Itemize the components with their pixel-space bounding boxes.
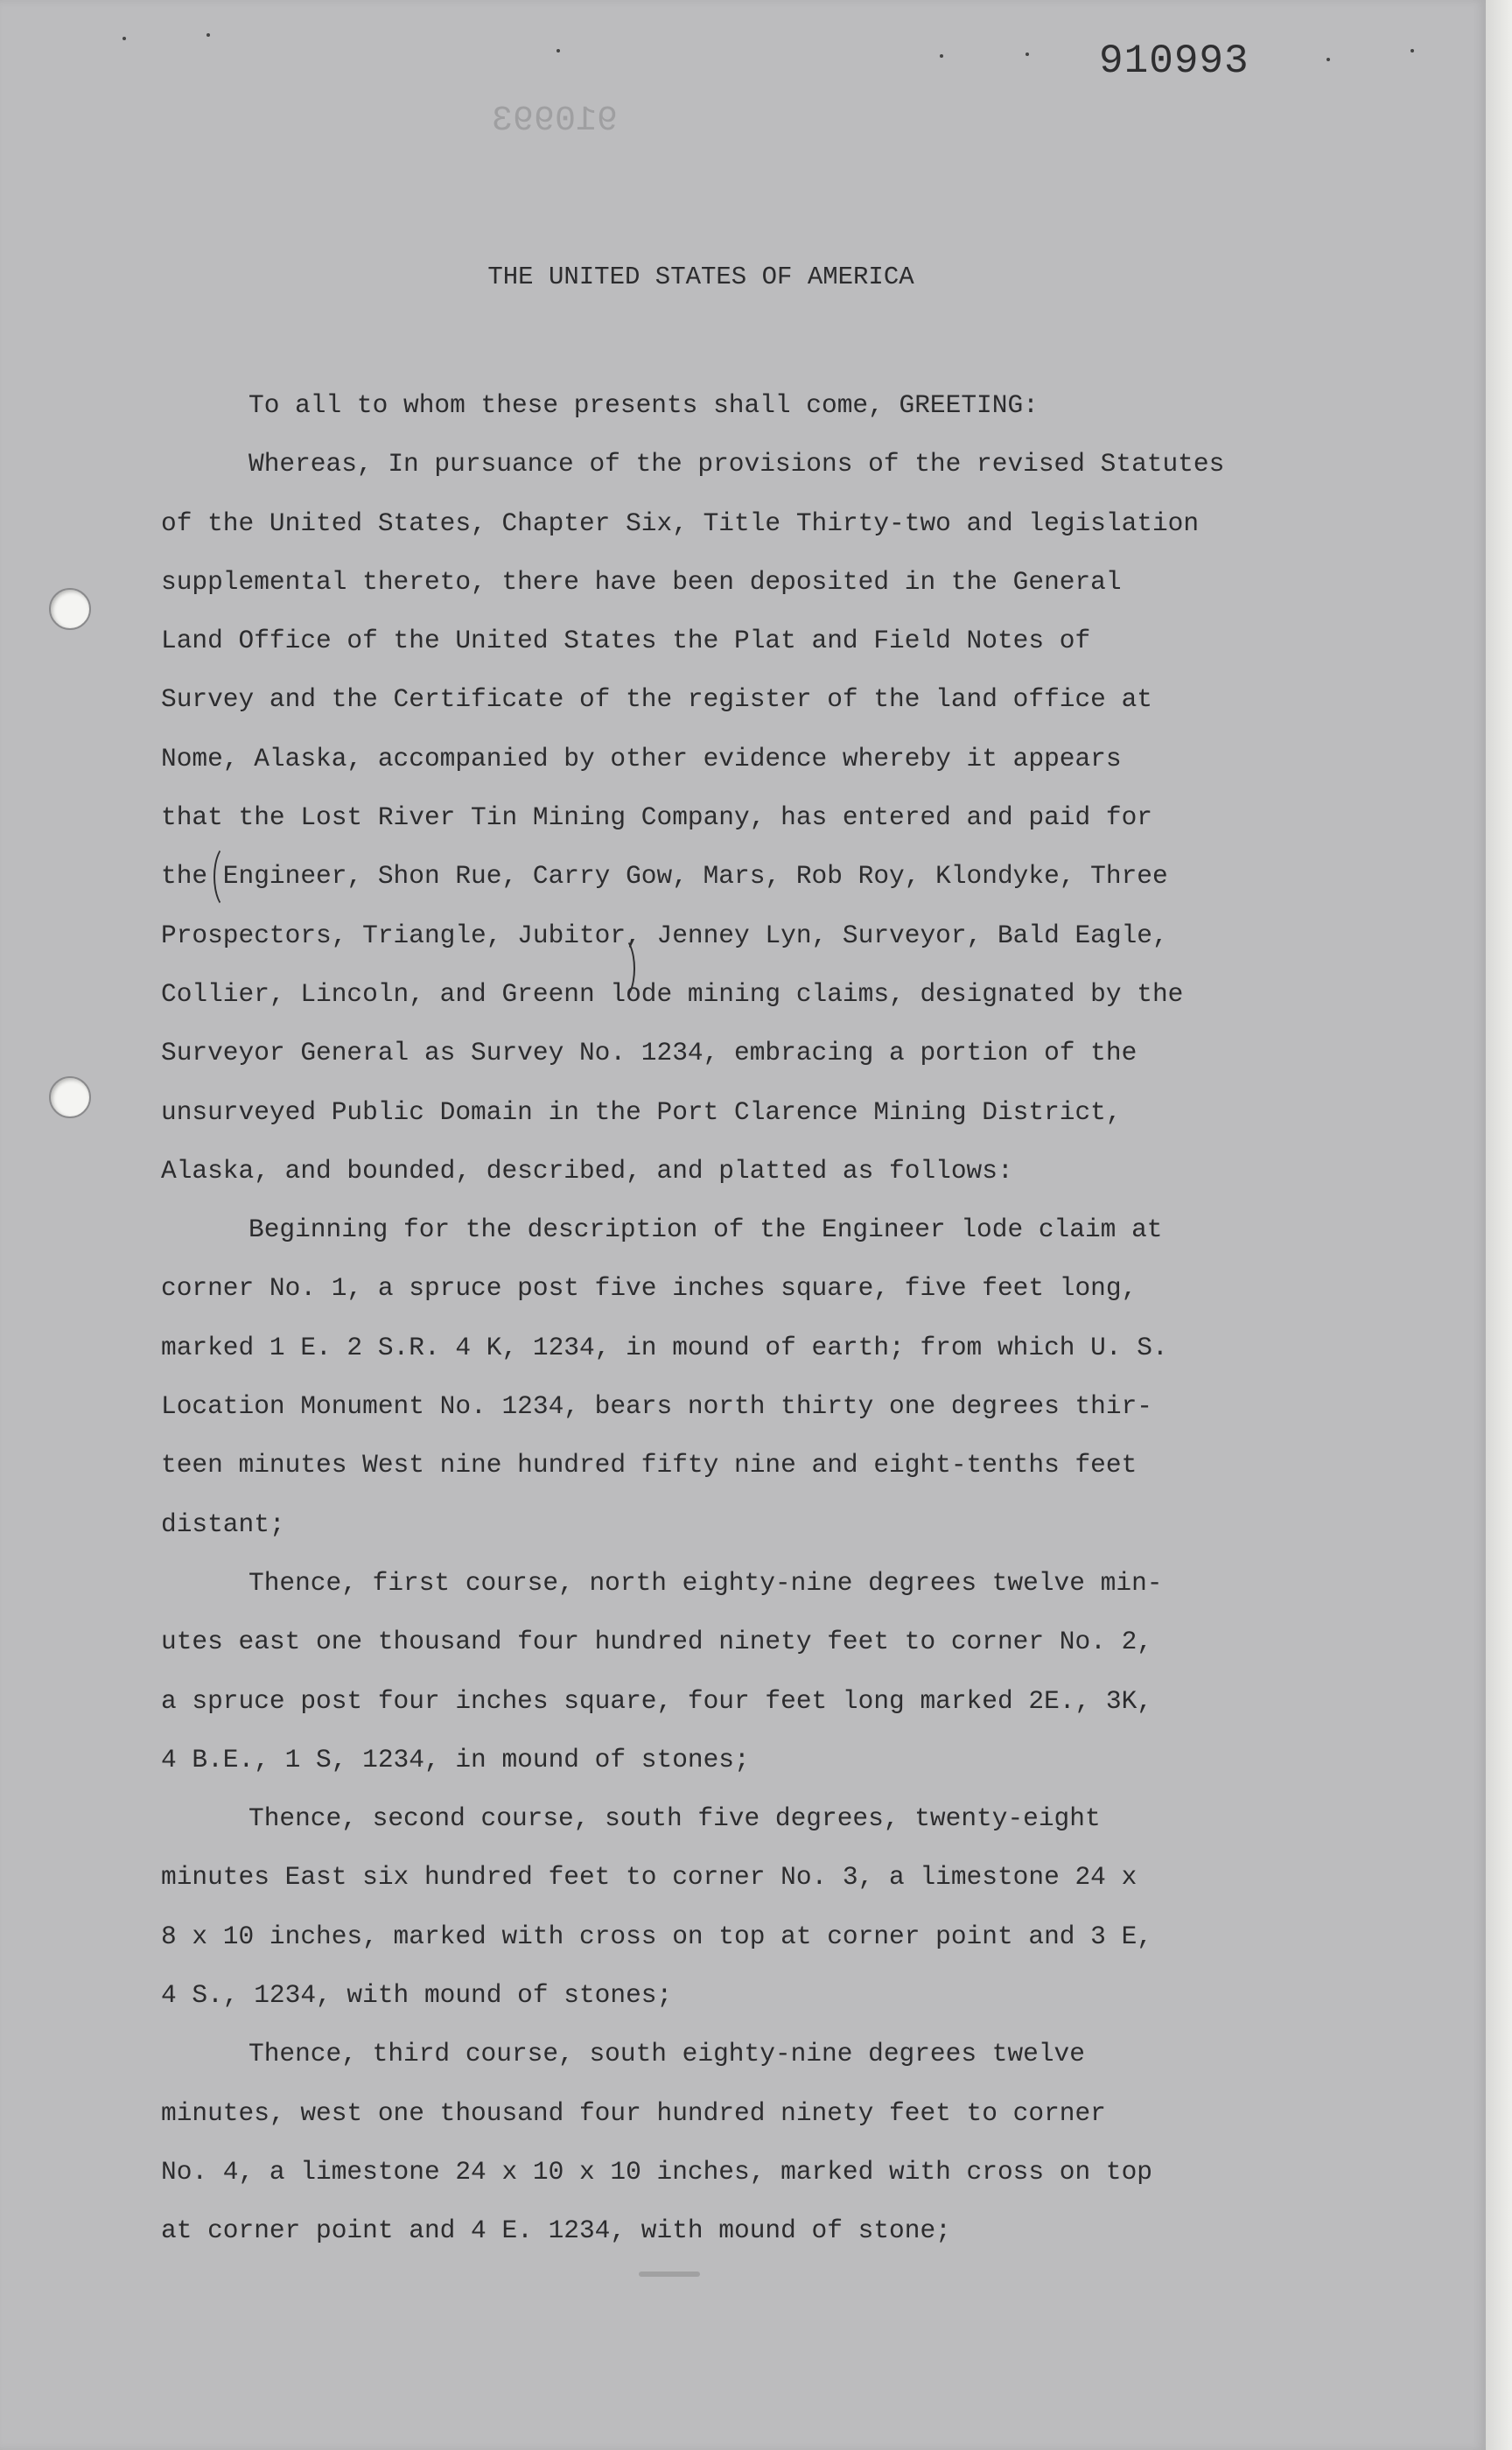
body-line: Nome, Alaska, accompanied by other evidence whereby it appears	[161, 743, 1122, 774]
body-line: supplemental thereto, there have been deposited in the General	[161, 566, 1122, 597]
scan-edge	[1486, 0, 1512, 2450]
speck	[122, 37, 126, 40]
body-line: of the United States, Chapter Six, Title Thirty-two and legislation	[161, 508, 1200, 538]
body-line: that the Lost River Tin Mining Company, has entered and paid for	[161, 802, 1152, 833]
handwritten-bracket-close	[607, 936, 635, 1001]
body-line: utes east one thousand four hundred ninety feet to corner No. 2,	[161, 1627, 1152, 1657]
speck	[940, 54, 943, 58]
document-number: 910993	[1099, 38, 1250, 84]
body-line: 8 x 10 inches, marked with cross on top at corner point and 3 E,	[161, 1921, 1152, 1951]
body-line: minutes, west one thousand four hundred ninety feet to corner	[161, 2097, 1106, 2128]
body-line: Thence, third course, south eighty-nine degrees twelve	[248, 2039, 1085, 2069]
body-line: Prospectors, Triangle, Jubitor, Jenney Lyn, Surveyor, Bald Eagle,	[161, 920, 1168, 950]
document-title: THE UNITED STATES OF AMERICA	[487, 262, 914, 291]
body-line: a spruce post four inches square, four feet long marked 2E., 3K,	[161, 1685, 1152, 1716]
speck	[206, 33, 210, 37]
speck	[556, 49, 560, 52]
body-line: Survey and the Certificate of the register of the land office at	[161, 684, 1152, 715]
body-line: 4 B.E., 1 S, 1234, in mound of stones;	[161, 1744, 750, 1774]
body-line: the Engineer, Shon Rue, Carry Gow, Mars, Rob Roy, Klondyke, Three	[161, 861, 1168, 892]
document-body	[161, 376, 1377, 2261]
body-line: Surveyor General as Survey No. 1234, embracing a portion of the	[161, 1038, 1138, 1068]
body-line: 4 S., 1234, with mound of stones;	[161, 1980, 673, 2011]
body-line: Location Monument No. 1234, bears north thirty one degrees thir-	[161, 1391, 1152, 1422]
speck	[1410, 49, 1414, 52]
body-line: corner No. 1, a spruce post five inches square, five feet long,	[161, 1273, 1138, 1304]
bleed-through-number-stamp	[464, 98, 618, 136]
body-line: marked 1 E. 2 S.R. 4 K, 1234, in mound of earth; from which U. S.	[161, 1332, 1168, 1362]
body-line: minutes East six hundred feet to corner No. 3, a limestone 24 x	[161, 1862, 1138, 1893]
body-line: No. 4, a limestone 24 x 10 x 10 inches, marked with cross on top	[161, 2156, 1152, 2187]
ink-smudge	[639, 2272, 700, 2277]
body-line: To all to whom these presents shall come, GREETING:	[248, 390, 1039, 420]
body-line: Alaska, and bounded, described, and platted as follows:	[161, 1155, 1013, 1186]
ghost-number-text: 910993	[491, 102, 618, 136]
handwritten-bracket-open	[214, 844, 242, 909]
body-line: Land Office of the United States the Plat and Field Notes of	[161, 626, 1091, 656]
speck	[1026, 52, 1029, 56]
punch-hole-upper	[49, 588, 91, 630]
body-line: Beginning for the description of the Engineer lode claim at	[248, 1214, 1163, 1245]
body-line: distant;	[161, 1508, 285, 1539]
body-line: teen minutes West nine hundred fifty nine and eight-tenths feet	[161, 1450, 1138, 1480]
body-line: Collier, Lincoln, and Greenn lode mining claims, designated by the	[161, 978, 1184, 1009]
body-line: Thence, first course, north eighty-nine degrees twelve min-	[248, 1567, 1163, 1598]
punch-hole-lower	[49, 1076, 91, 1118]
body-line: Thence, second course, south five degrees, twenty-eight	[248, 1803, 1101, 1834]
body-line: unsurveyed Public Domain in the Port Clarence Mining District,	[161, 1096, 1122, 1127]
body-line: Whereas, In pursuance of the provisions of the revised Statutes	[248, 449, 1225, 480]
speck	[1326, 58, 1330, 61]
body-line: at corner point and 4 E. 1234, with mound of stone;	[161, 2216, 951, 2246]
